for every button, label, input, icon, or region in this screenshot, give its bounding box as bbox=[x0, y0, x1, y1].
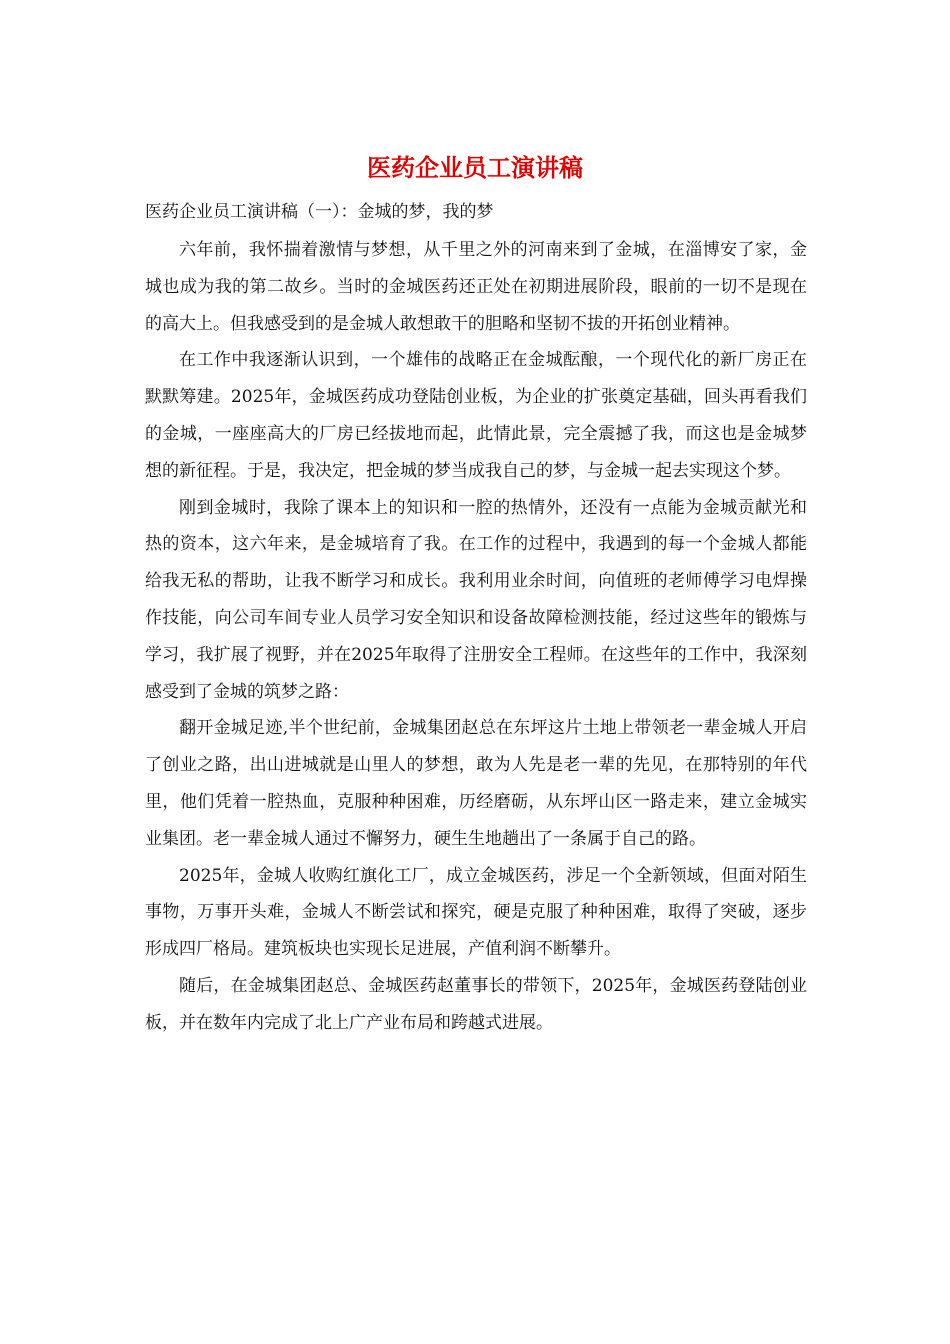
document-title: 医药企业员工演讲稿 bbox=[367, 153, 583, 182]
paragraph: 2025年，金城人收购红旗化工厂，成立金城医药，涉足一个全新领域，但面对陌生事物，万事开头难，金城人不断尝试和探究，硬是克服了种种困难，取得了突破，逐步形成四厂格局。建筑板块也实现长足进展，产值利润不断攀升。 bbox=[145, 865, 807, 960]
paragraph: 刚到金城时，我除了课本上的知识和一腔的热情外，还没有一点能为金城贡献光和热的资本，这六年来，是金城培育了我。在工作的过程中，我遇到的每一个金城人都能给我无私的帮助，让我不断学习和成长。我利用业余时间，向值班的老师傅学习电焊操作技能，向公司车间专业人员学习安全知识和设备故障检测技能，经过这些年的锻炼与学习，我扩展了视野，并在2025年取得了注册安全工程师。在这些年的工作中，我深刻感受到了金城的筑梦之路： bbox=[145, 497, 807, 702]
paragraph: 六年前，我怀揣着激情与梦想，从千里之外的河南来到了金城，在淄博安了家，金城也成为我的第二故乡。当时的金城医药还正处在初期进展阶段，眼前的一切不是现在的高大上。但我感受到的是金城人敢想敢干的胆略和坚韧不拔的开拓创业精神。 bbox=[145, 240, 807, 334]
paragraph: 随后，在金城集团赵总、金城医药赵董事长的带领下，2025年，金城医药登陆创业板，并在数年内完成了北上广产业布局和跨越式进展。 bbox=[145, 975, 807, 1033]
paragraph: 翻开金城足迹,半个世纪前，金城集团赵总在东坪这片土地上带领老一辈金城人开启了创业之路，出山进城就是山里人的梦想，敢为人先是老一辈的先见，在那特别的年代里，他们凭着一腔热血，克服种种困难，历经磨砺，从东坪山区一路走来，建立金城实业集团。老一辈金城人通过不懈努力，硬生生地趟出了一条属于自己的路。 bbox=[145, 718, 807, 849]
paragraph: 在工作中我逐渐认识到，一个雄伟的战略正在金城酝酿，一个现代化的新厂房正在默默筹建。2025年，金城医药成功登陆创业板，为企业的扩张奠定基础，回头再看我们的金城，一座座高大的厂房已经拔地而起，此情此景，完全震撼了我，而这也是金城梦想的新征程。于是，我决定，把金城的梦当成我自己的梦，与金城一起去实现这个梦。 bbox=[145, 350, 807, 481]
document-body bbox=[145, 232, 807, 1042]
document-subtitle: 医药企业员工演讲稿（一）：金城的梦，我的梦 bbox=[145, 202, 494, 222]
